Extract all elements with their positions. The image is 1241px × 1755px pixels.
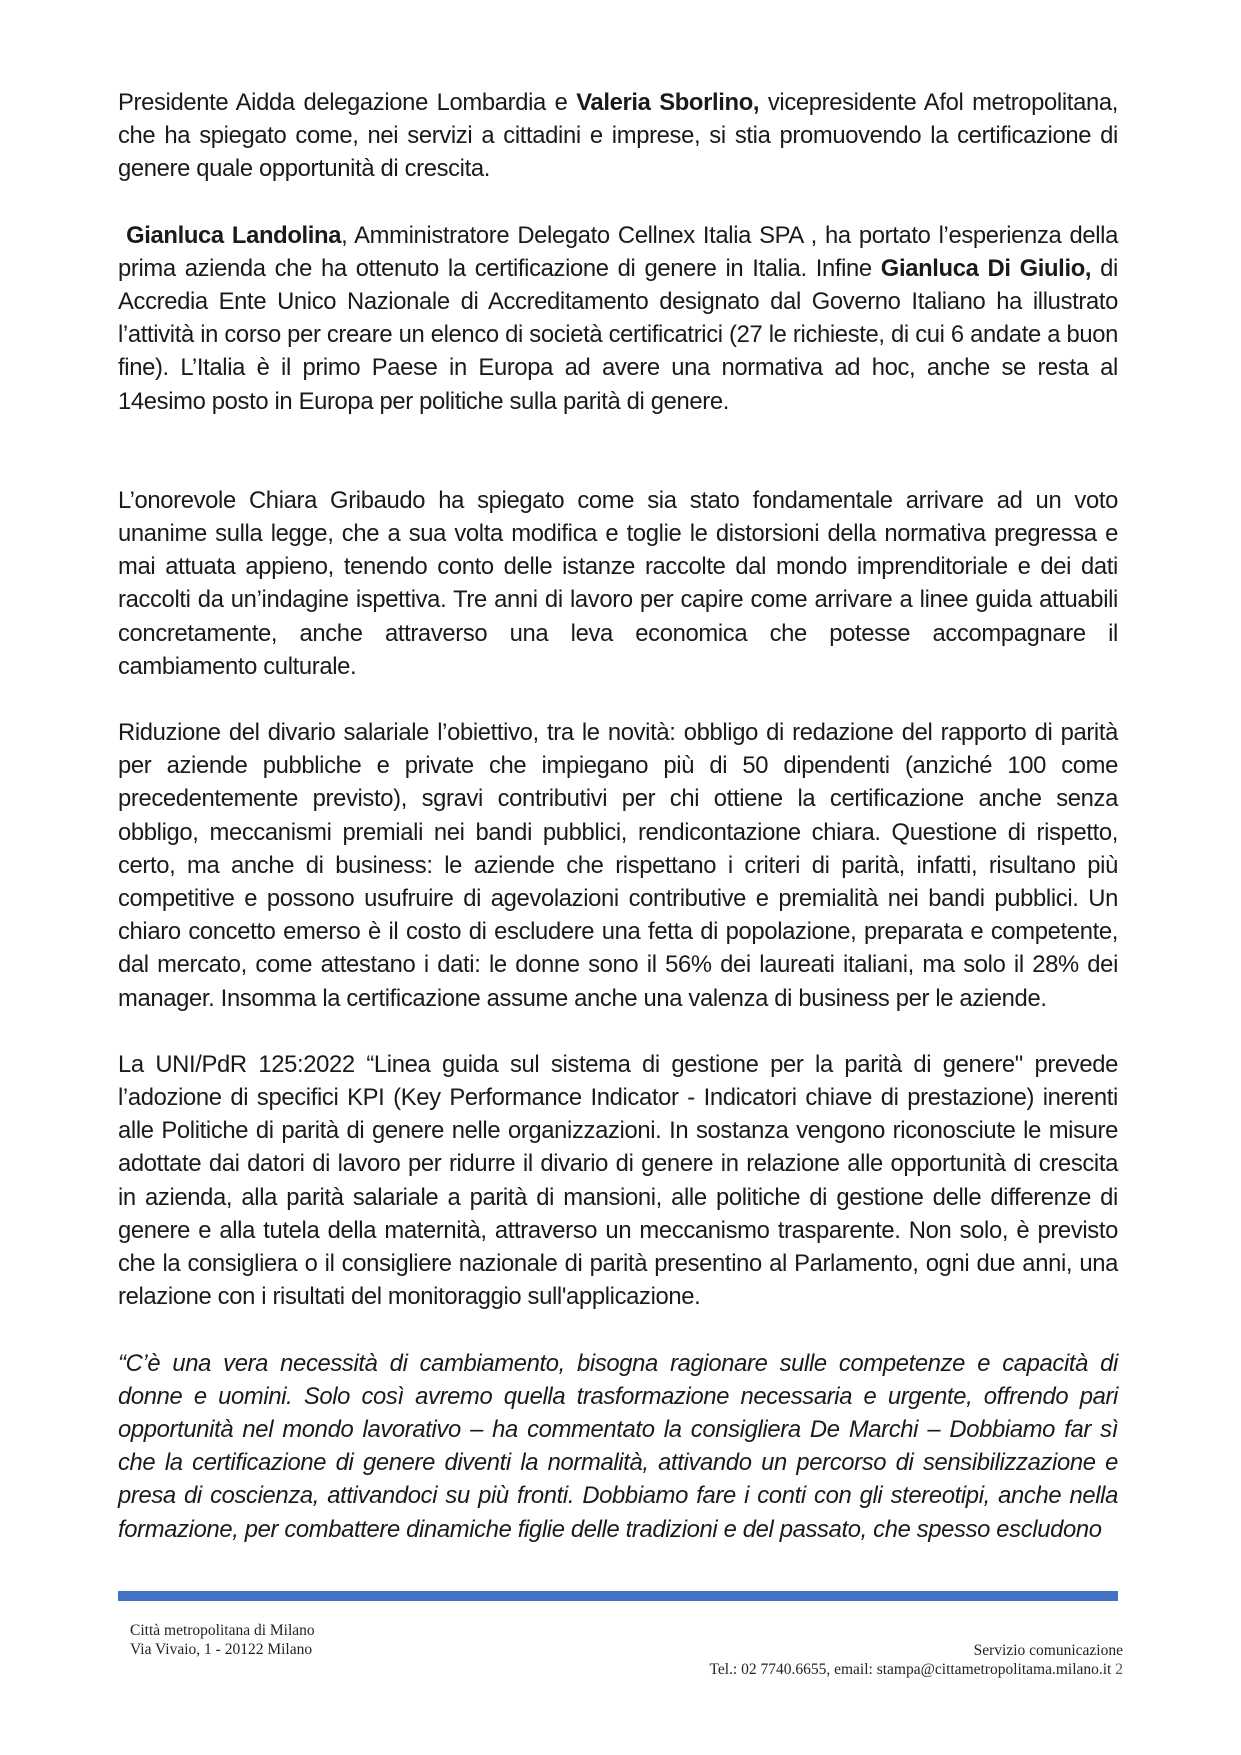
footer-org-address: Via Vivaio, 1 - 20122 Milano	[130, 1641, 313, 1658]
footer-contact-line	[709, 1660, 1123, 1679]
footer-contact-text: Tel.: 02 7740.6655, email: stampa@cittametropolitama.milano.it	[709, 1661, 1112, 1678]
paragraph-text: di Accredia Ente Unico Nazionale di Accreditamento designato dal Governo Italiano ha illustrato l’attività in corso per creare un elenco di società certificatrici (27 le richieste, di cui 6 andate a buon fine). L’Italia è il primo Paese in Europa ad avere una normativa ad hoc, anche se resta al 14esimo posto in Europa per politiche sulla parità di genere.	[118, 254, 1118, 415]
paragraph-4: Riduzione del divario salariale l’obiettivo, tra le novità: obbligo di redazione del rapporto di parità per aziende pubbliche e private che impiegano più di 50 dipendenti (anziché 100 come precedentemente previsto), sgravi contributivi per chi ottiene la certificazione anche senza obbligo, meccanismi premiali nei bandi pubblici, rendicontazione chiara. Questione di rispetto, certo, ma anche di business: le aziende che rispettano i criteri di parità, infatti, risultano più competitive e possono usufruire di agevolazioni contributive e premialità nei bandi pubblici. Un chiaro concetto emerso è il costo di escludere una fetta di popolazione, preparata e competente, dal mercato, come attestano i dati: le donne sono il 56% dei laureati italiani, ma solo il 28% dei manager. Insomma la certificazione assume anche una valenza di business per le aziende.	[118, 719, 1118, 1012]
quote-paragraph: “C’è una vera necessità di cambiamento, bisogna ragionare sulle competenze e capacità di donne e uomini. Solo così avremo quella trasformazione necessaria e urgente, offrendo pari opportunità nel mondo lavorativo – ha commentato la consigliera De Marchi – Dobbiamo far sì che la certificazione di genere diventi la normalità, attivando un percorso di sensibilizzazione e presa di coscienza, attivandoci su più fronti. Dobbiamo fare i conti con gli stereotipi, anche nella formazione, per combattere dinamiche figlie delle tradizioni e del passato, che spesso escludono	[118, 1349, 1118, 1543]
paragraph-3: L’onorevole Chiara Gribaudo ha spiegato come sia stato fondamentale arrivare ad un voto unanime sulla legge, che a sua volta modifica e toglie le distorsioni della normativa pregressa e mai attuata appieno, tenendo conto delle istanze raccolte dal mondo imprenditoriale e dei dati raccolti da un’indagine ispettiva. Tre anni di lavoro per capire come arrivare a linee guida attuabili concretamente, anche attraverso una leva economica che potesse accompagnare il cambiamento culturale.	[118, 486, 1118, 680]
footer-contacts	[709, 1641, 1123, 1679]
bold-name-sborlino: Valeria Sborlino,	[576, 89, 760, 116]
footer-divider-bar	[118, 1591, 1118, 1601]
paragraph-5: La UNI/PdR 125:2022 “Linea guida sul sistema di gestione per la parità di genere" prevede l’adozione di specifici KPI (Key Performance Indicator - Indicatori chiave di prestazione) inerenti alle Politiche di parità di genere nelle organizzazioni. In sostanza vengono riconosciute le misure adottate dai datori di lavoro per ridurre il divario di genere in relazione alle opportunità di crescita in azienda, alla parità salariale a parità di mansioni, alle politiche di gestione delle differenze di genere e alla tutela della maternità, attraverso un meccanismo trasparente. Non solo, è previsto che la consigliera o il consigliere nazionale di parità presentino al Parlamento, ogni due anni, una relazione con i risultati del monitoraggio sull'applicazione.	[118, 1050, 1118, 1311]
footer-org-name: Città metropolitana di Milano	[130, 1622, 315, 1639]
bold-name-di-giulio: Gianluca Di Giulio,	[880, 254, 1092, 282]
paragraph-text: Presidente Aidda delegazione Lombardia e	[118, 89, 577, 116]
page-number: 2	[1115, 1661, 1123, 1678]
footer-address	[130, 1621, 315, 1659]
paragraph-2	[118, 219, 1118, 418]
paragraph-text: vicepresidente Afol metropolitana, che ha spiegato come, nei servizi a cittadini e imprese, si stia promuovendo la certificazione di genere quale opportunità di crescita.	[118, 89, 1118, 183]
bold-name-landolina: Gianluca Landolina	[126, 221, 342, 249]
paragraph-text: , Amministratore Delegato Cellnex Italia SPA , ha portato l’esperienza della prima azienda che ha ottenuto la certificazione di genere in Italia. Infine	[118, 221, 1118, 282]
footer-service-name: Servizio comunicazione	[973, 1642, 1123, 1659]
paragraph-1	[118, 86, 1118, 186]
document-body	[118, 86, 1118, 1546]
